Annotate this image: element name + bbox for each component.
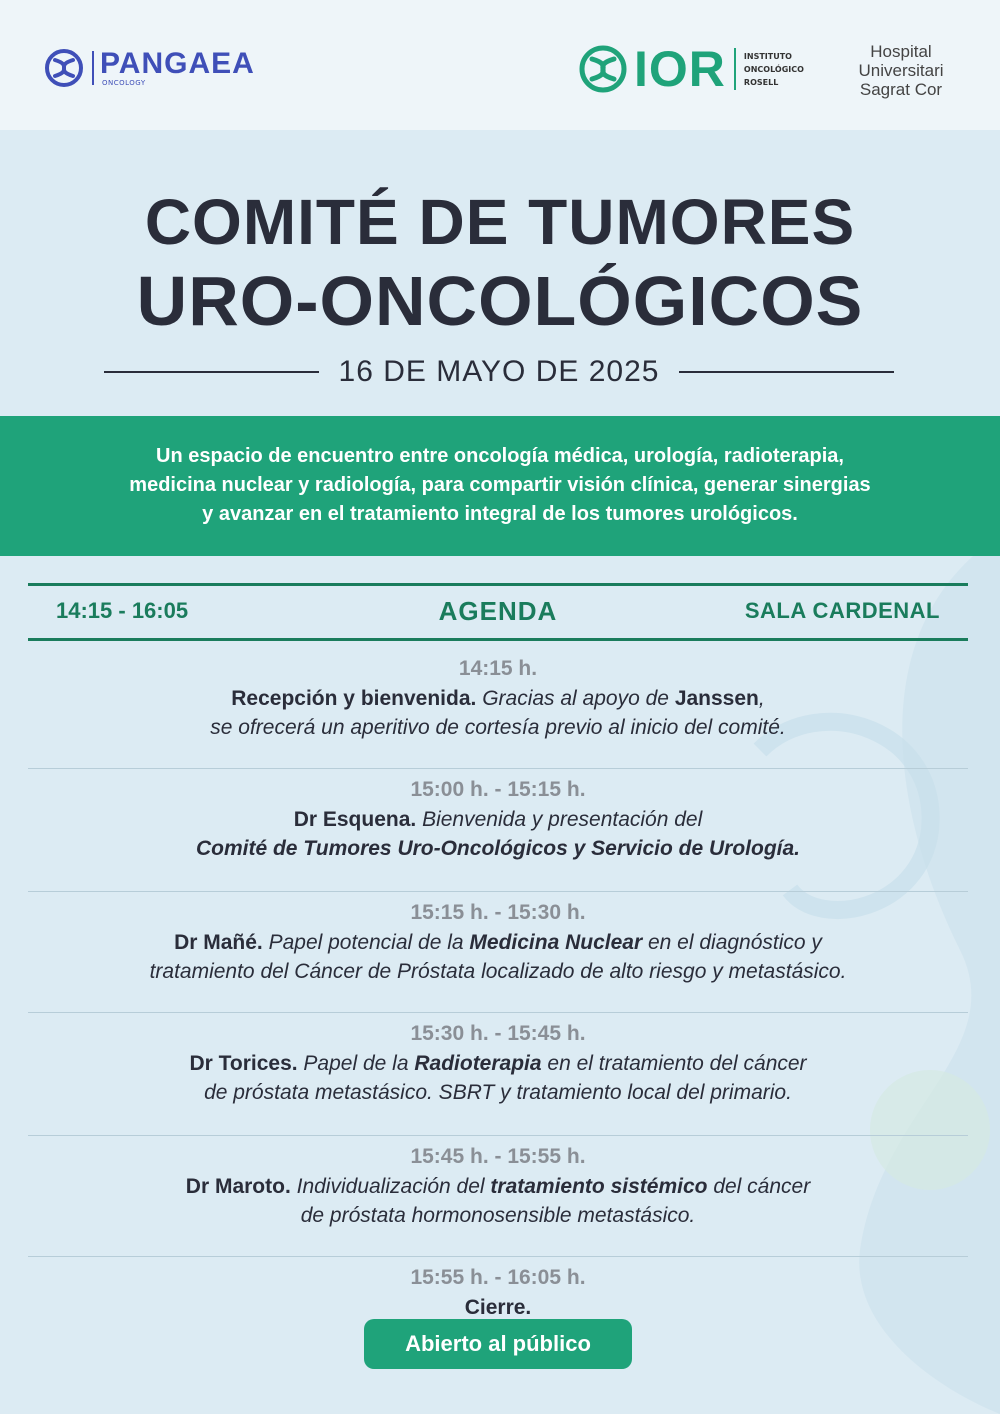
ior-logo [578,41,804,97]
intro-text [40,442,960,529]
agenda-bar [28,583,968,641]
agenda-text-segment: Papel de la [297,1052,415,1075]
agenda-text-segment: Cierre. [464,1296,532,1319]
pangaea-sub: ONCOLOGY [102,79,146,87]
pangaea-name: PANGAEA [100,47,255,80]
agenda-text-segment: Medicina Nuclear [469,931,643,954]
agenda-item-time: 15:15 h. - 15:30 h. [410,901,586,924]
hospital-line: Universitari [858,61,944,80]
intro-band [0,416,1000,556]
agenda-item-description [28,1201,968,1230]
agenda-text-segment: Janssen [674,687,759,710]
agenda-item [28,1142,968,1257]
ior-line: ROSELL [743,77,779,87]
agenda-text-segment: se ofrecerá un aperitivo de cortesía previo al inicio del comité. [210,716,786,739]
intro-line: y avanzar en el tratamiento integral de los tumores urológicos. [202,503,798,525]
agenda-item [28,898,968,1013]
pangaea-divider [92,51,94,85]
open-to-public-badge: Abierto al público [364,1319,632,1369]
agenda-text-segment: Dr Torices. [189,1052,298,1075]
agenda-item-description [28,1293,968,1322]
date-rule-left [104,371,319,373]
agenda-item-time: 15:45 h. - 15:55 h. [410,1145,586,1168]
agenda-text-segment: Comité de Tumores Uro-Oncológicos y Servicio de Urología. [195,837,801,860]
pangaea-logo [44,48,255,88]
agenda-text-segment: Papel potencial de la [262,931,470,954]
ior-name: IOR [634,41,726,97]
agenda-item-description [28,928,968,957]
agenda-item-time: 15:00 h. - 15:15 h. [410,778,586,801]
intro-line: Un espacio de encuentro entre oncología médica, urología, radioterapia, [156,445,844,467]
agenda-text-segment: Bienvenida y presentación del [416,808,703,831]
agenda-text-segment: en el tratamiento del cáncer [541,1052,807,1075]
hospital-logo [850,42,952,99]
agenda-item-description [28,684,968,713]
agenda-item-description [28,1049,968,1078]
agenda-item-description [28,834,968,863]
date-rule-right [679,371,894,373]
pangaea-logo-icon [44,48,84,88]
agenda-text-segment: tratamiento del Cáncer de Próstata localizado de alto riesgo y metastásico. [149,960,847,983]
agenda-text-segment: de próstata metastásico. SBRT y tratamiento local del primario. [204,1081,792,1104]
agenda-text-segment: de próstata hormonosensible metastásico. [300,1204,696,1227]
agenda-item [28,775,968,892]
ior-line: INSTITUTO [743,51,792,61]
agenda-text-segment: Dr Esquena. [293,808,417,831]
agenda-text-segment: del cáncer [707,1175,811,1198]
agenda-text-segment: Radioterapia [414,1052,542,1075]
hospital-line: Sagrat Cor [859,80,943,99]
ior-line: ONCOLÓGICO [743,64,804,74]
agenda-item-description [28,1172,968,1201]
agenda-time-range: 14:15 - 16:05 [56,598,189,623]
ior-divider [734,48,736,90]
agenda-room: SALA CARDENAL [744,598,940,623]
agenda-item-time: 14:15 h. [458,657,538,680]
agenda-item [28,1019,968,1136]
agenda-text-segment: , [758,687,765,710]
agenda-item-description [28,957,968,986]
event-date: 16 DE MAYO DE 2025 [338,355,660,388]
agenda-text-segment: Individualización del [290,1175,491,1198]
agenda-item [28,654,968,769]
page-title-line-1: COMITÉ DE TUMORES [144,186,856,258]
agenda-text-segment: Recepción y bienvenida. [231,687,477,710]
agenda-text-segment: Dr Mañé. [174,931,263,954]
agenda-text-segment: Dr Maroto. [185,1175,291,1198]
date-row [104,350,894,394]
agenda-item-description [28,1078,968,1107]
agenda-item-time: 15:30 h. - 15:45 h. [410,1022,586,1045]
agenda-text-segment: en el diagnóstico y [642,931,822,954]
agenda-item-description [28,713,968,742]
page-title-line-2: URO-ONCOLÓGICOS [136,262,864,340]
header [0,0,1000,130]
agenda-item-time: 15:55 h. - 16:05 h. [410,1266,586,1289]
hospital-line: Hospital [870,42,932,61]
agenda-item-description [28,805,968,834]
agenda-text-segment: Gracias al apoyo de [476,687,675,710]
agenda-list [28,648,968,1343]
agenda-text-segment: tratamiento sistémico [490,1175,708,1198]
ior-logo-icon [578,44,628,94]
intro-line: medicina nuclear y radiología, para compartir visión clínica, generar sinergias [129,474,871,496]
agenda-heading: AGENDA [438,596,558,626]
